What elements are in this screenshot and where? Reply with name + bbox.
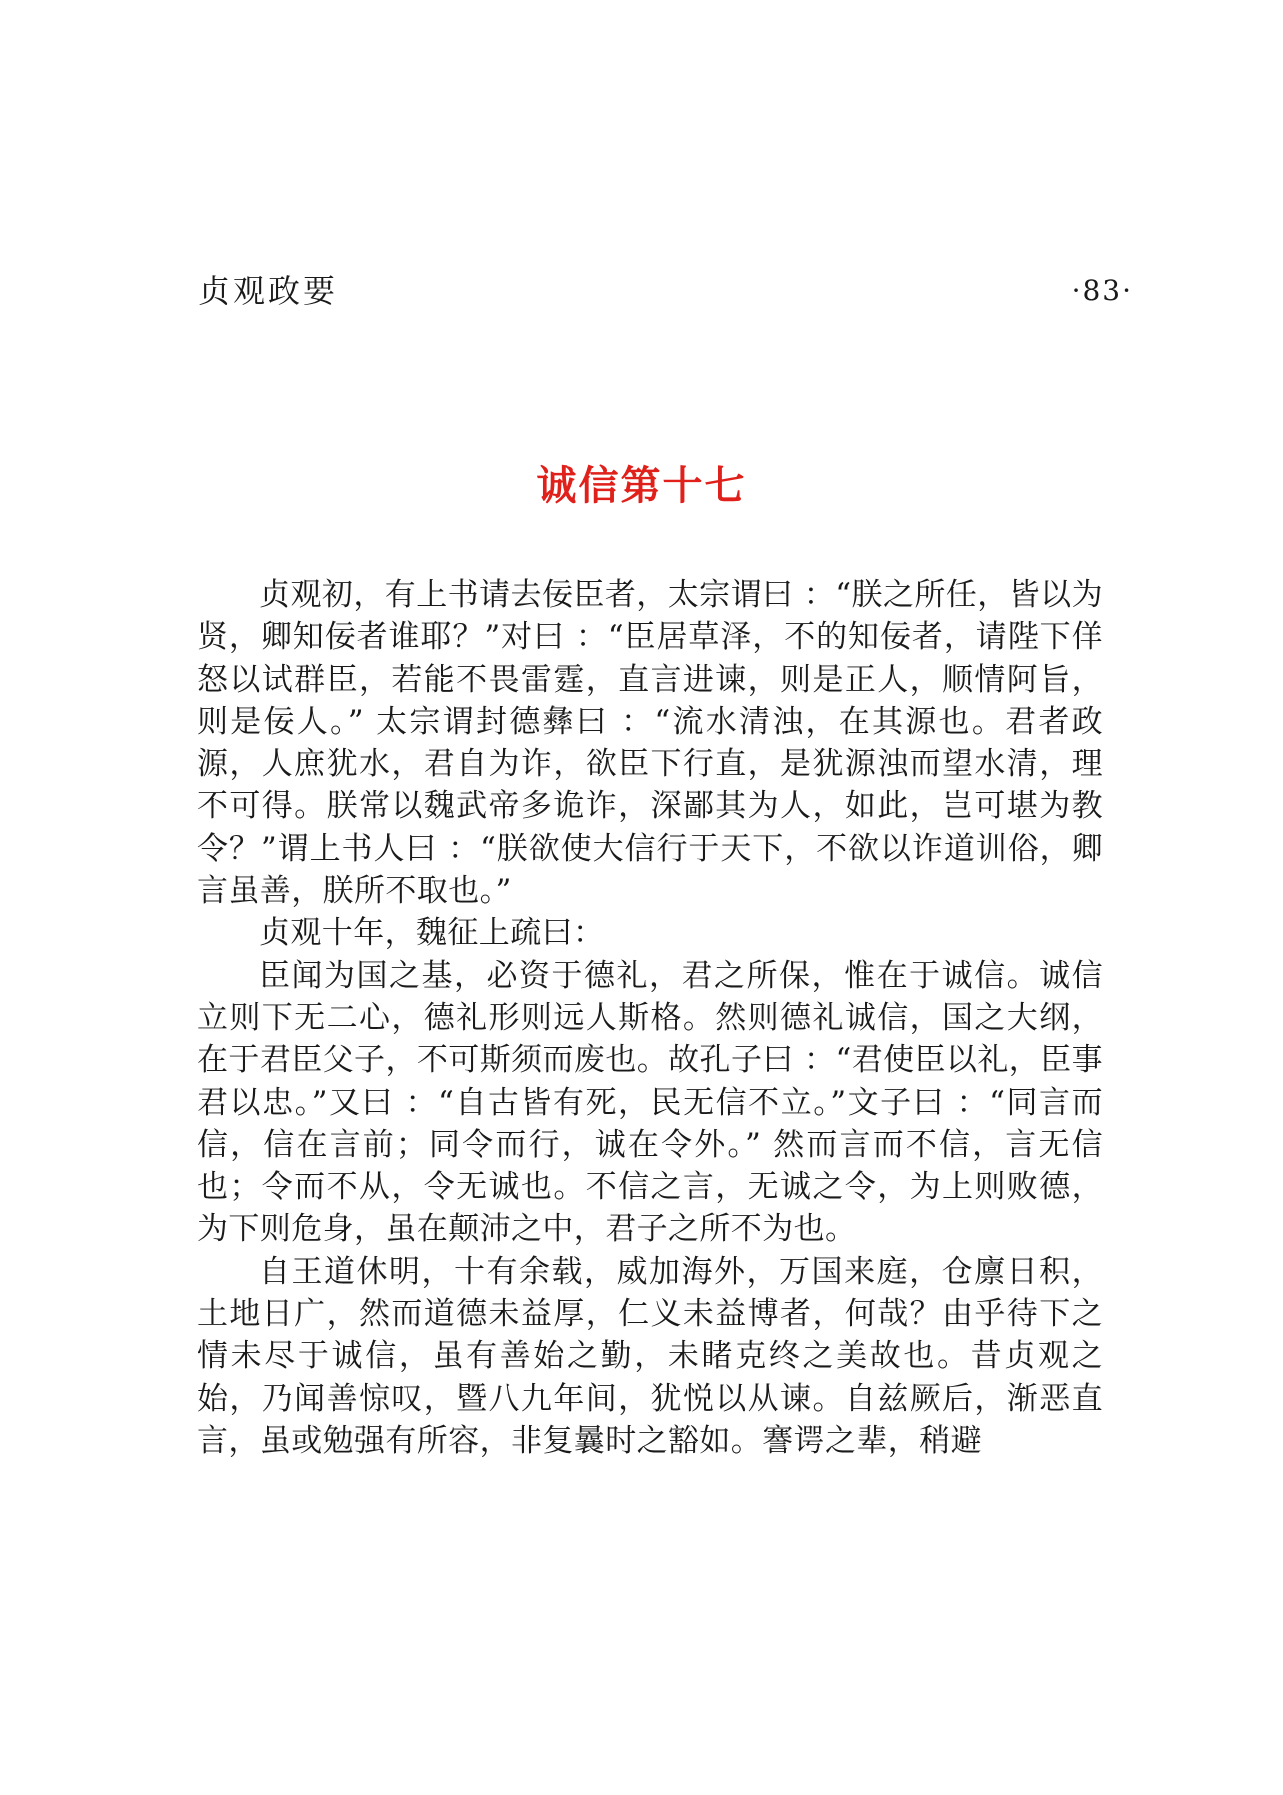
body-text bbox=[197, 574, 1103, 1462]
running-header bbox=[198, 268, 1133, 314]
book-title: 贞观政要 bbox=[198, 272, 339, 310]
page-number: ·83· bbox=[1071, 274, 1133, 307]
paragraph: 贞观初，有上书请去佞臣者，太宗谓曰 ：“朕之所任，皆以为贤，卿知佞者谁耶？”对曰 ：“臣居草泽，不的知佞者，请陛下佯怒以试群臣，若能不畏雷霆，直言进谏，则是正人，顺情阿旨，则是佞人。” 太宗谓封德彝曰 ：“流水清浊，在其源也。君者政源，人庶犹水，君自为诈，欲臣下行直，是犹源浊而望水清，理不可得。朕常以魏武帝多诡诈，深鄙其为人，如此，岂可堪为教令？”谓上书人曰 ：“朕欲使大信行于天下，不欲以诈道训俗，卿言虽善，朕所不取也。” bbox=[197, 577, 1103, 910]
paragraph: 贞观十年，魏征上疏曰： bbox=[259, 915, 605, 952]
paragraph: 自王道休明，十有余载，威加海外，万国来庭，仓廪日积，土地日广，然而道德未益厚，仁义未益博者，何哉？由乎待下之情未尽于诚信，虽有善始之勤，未睹克终之美故也。昔贞观之始，乃闻善惊叹，暨八九年间，犹悦以从谏。自兹厥后，渐恶直言，虽或勉强有所容，非复曩时之豁如。謇谔之辈，稍避 bbox=[197, 1253, 1103, 1459]
chapter-title: 诚信第十七 bbox=[536, 463, 747, 509]
paragraph: 臣闻为国之基，必资于德礼，君之所保，惟在于诚信。诚信立则下无二心，德礼形则远人斯格。然则德礼诚信，国之大纲，在于君臣父子，不可斯须而废也。故孔子曰 ：“君使臣以礼，臣事君以忠。”又曰 ：“自古皆有死，民无信不立。”文子曰 ：“同言而信，信在言前；同令而行，诚在令外。” 然而言而不信，言无信也；令而不从，令无诚也。不信之言，无诚之令，为上则败德，为下则危身，虽在颠沛之中，君子之所不为也。 bbox=[197, 957, 1103, 1248]
